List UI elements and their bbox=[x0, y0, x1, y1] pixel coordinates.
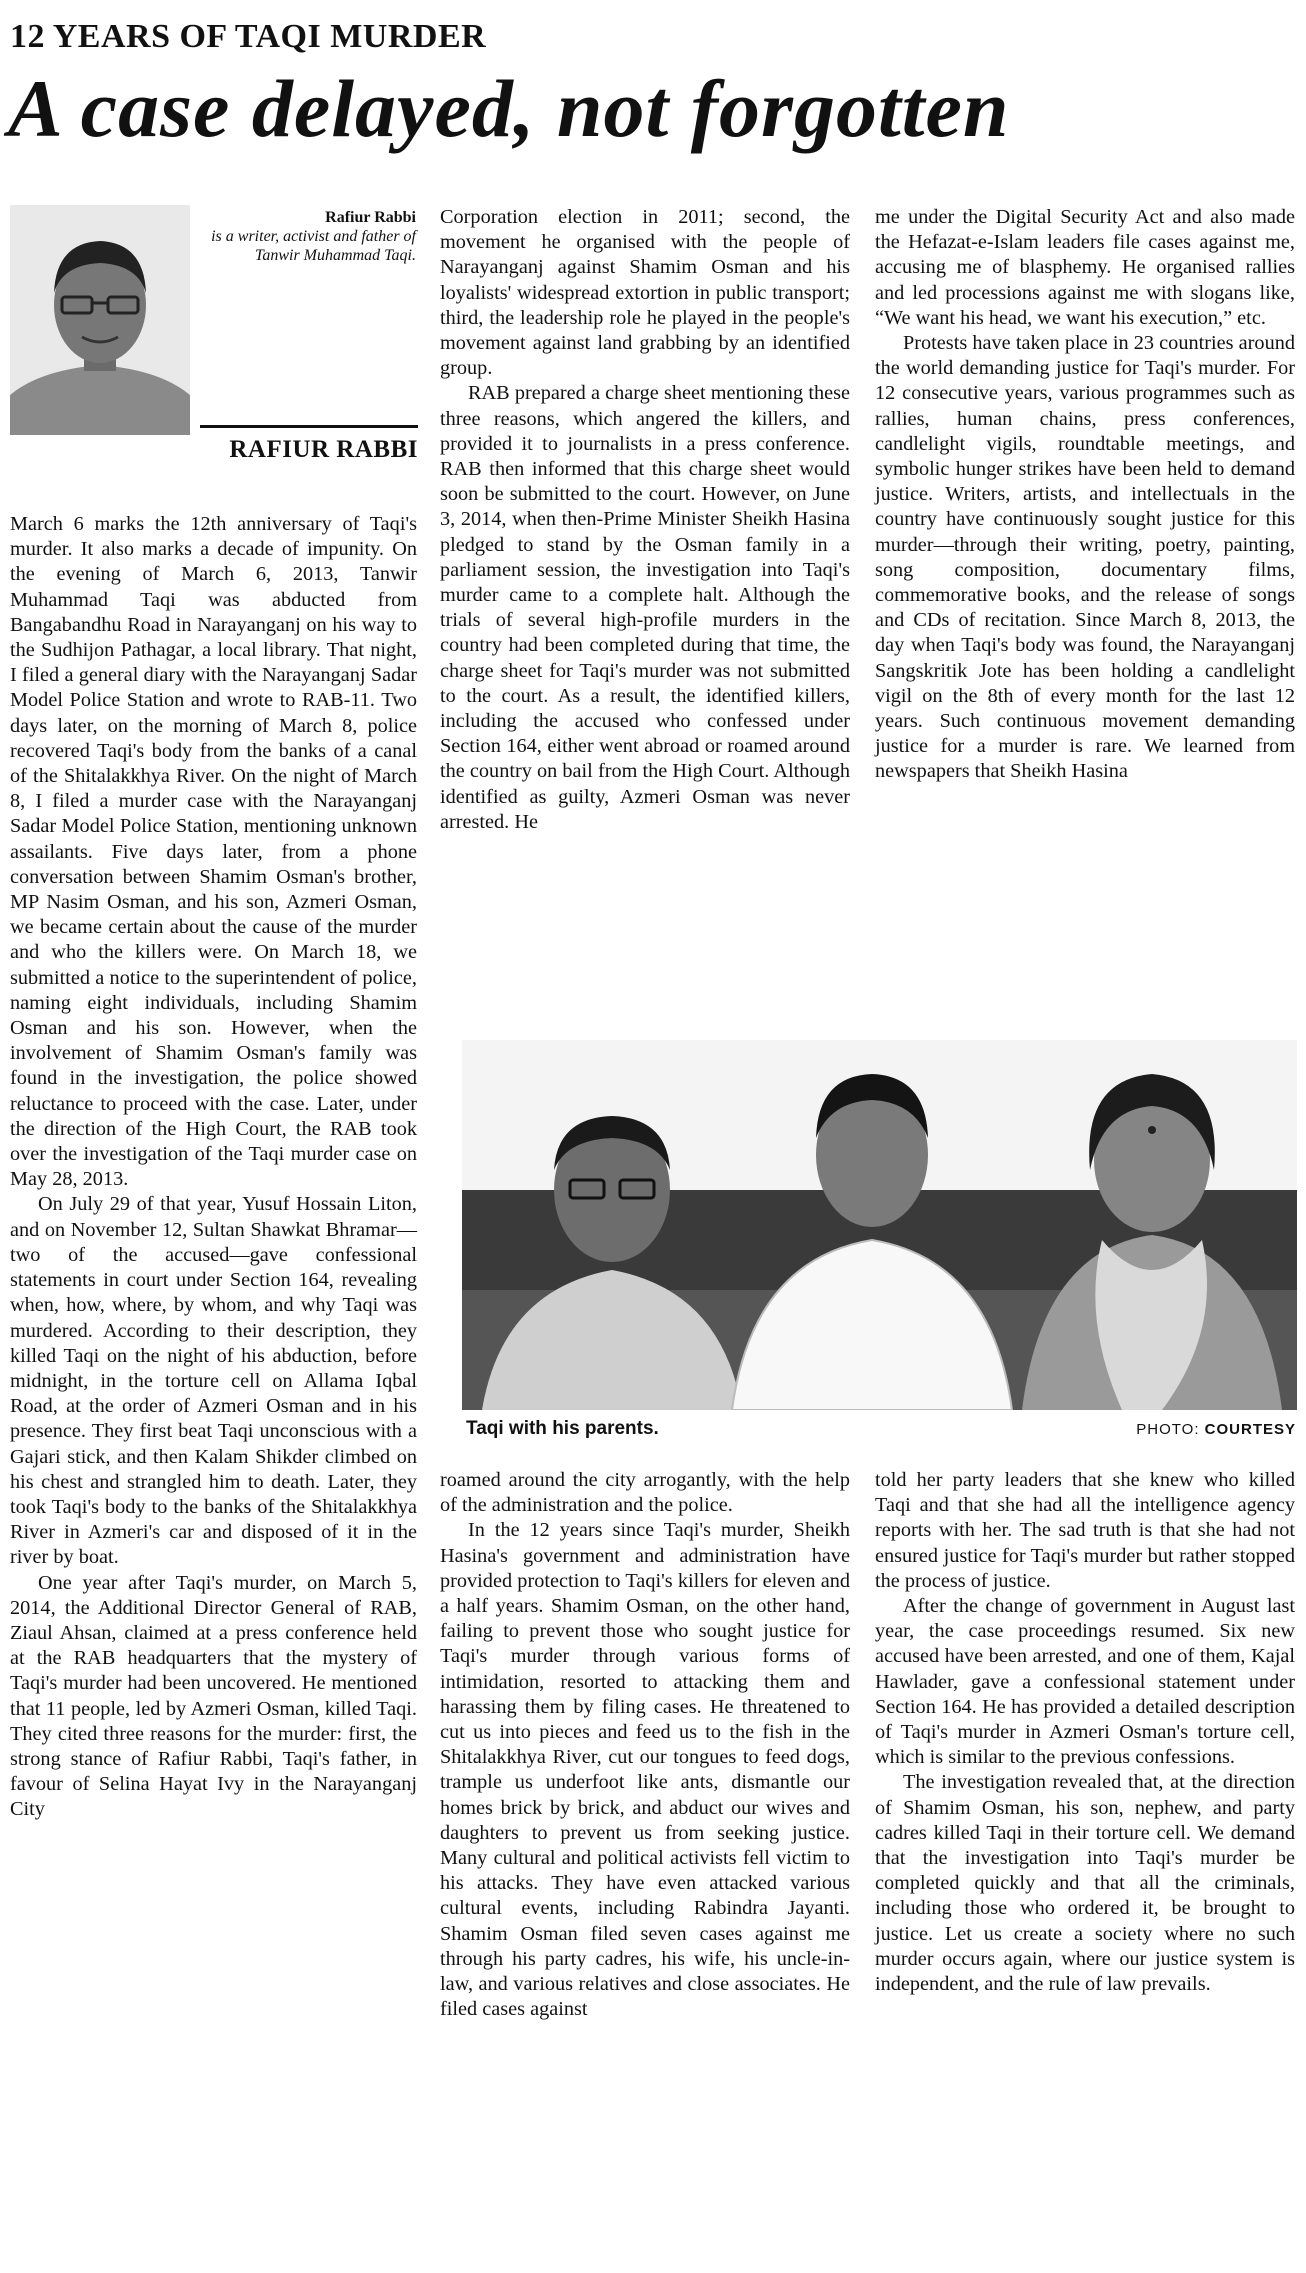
article-kicker: 12 YEARS OF TAQI MURDER bbox=[10, 18, 487, 55]
byline: RAFIUR RABBI bbox=[229, 436, 418, 463]
photo-caption: Taqi with his parents. bbox=[466, 1418, 659, 1439]
article-column-2-top bbox=[440, 205, 850, 835]
photo-credit bbox=[1100, 1421, 1296, 1438]
article-column-3-bottom bbox=[875, 1468, 1295, 1997]
article-headline: A case delayed, not forgotten bbox=[8, 63, 1010, 154]
article-column-1 bbox=[10, 512, 417, 1823]
photo-credit-source: COURTESY bbox=[1204, 1421, 1296, 1438]
article-column-2-bottom bbox=[440, 1468, 850, 2022]
paragraph: After the change of government in August last year, the case proceedings resumed. Six new accused have been arrested, and one of them, Kajal Hawlader, gave a confessional statement under Section 164. He has provided a detailed description of Taqi's murder in Azmeri Osman's torture cell, which is similar to the previous confessions. bbox=[875, 1595, 1295, 1769]
paragraph: One year after Taqi's murder, on March 5, 2014, the Additional Director General of RAB, Ziaul Ahsan, claimed at a press conference held at the RAB headquarters that the mystery of Taqi's murder had been uncovered. He mentioned that 11 people, led by Azmeri Osman, killed Taqi. They cited three reasons for the murder: first, the strong stance of Rafiur Rabbi, Taqi's father, in favour of Selina Hayat Ivy in the Narayanganj City bbox=[10, 1571, 417, 1821]
byline-divider bbox=[200, 425, 418, 428]
paragraph: In the 12 years since Taqi's murder, Sheikh Hasina's government and administration have provided protection to Taqi's killers for eleven and a half years. Shamim Osman, on the other hand, failing to prevent those who sought justice for Taqi's murder through various forms of intimidation, resorted to attacking them and harassing them by filing cases. He threatened to cut us into pieces and feed us to the fish in the Shitalakkhya River, cut our tongues to feed dogs, trample us underfoot like ants, dismantle our homes brick by brick, and abduct our wives and daughters to prevent us from seeking justice. Many cultural and political activists fell victim to his attacks. They have even attacked various cultural events, including Rabindra Jayanti. Shamim Osman filed seven cases against me through his party cadres, his wife, his uncle-in-law, and various relatives and close associates. He filed cases against bbox=[440, 1519, 850, 2021]
paragraph: March 6 marks the 12th anniversary of Taqi's murder. It also marks a decade of impunity. On the evening of March 6, 2013, Tanwir Muhammad Taqi was abducted from Bangabandhu Road in Narayanganj on his way to the Sudhijon Pathagar, a local library. That night, I filed a general diary with the Narayanganj Sadar Model Police Station and wrote to RAB-11. Two days later, on the morning of March 8, police recovered Taqi's body from the banks of a canal of the Shitalakkhya River. On the night of March 8, I filed a murder case with the Narayanganj Sadar Model Police Station, mentioning unknown assailants. Five days later, from a phone conversation between Shamim Osman's brother, MP Nasim Osman, and his son, Azmeri Osman, we became certain about the cause of the murder and who the killers were. On March 18, we submitted a notice to the superintendent of police, naming eight individuals, including Shamim Osman and his son. However, when the involvement of Shamim Osman's family was found in the investigation, the police showed reluctance to proceed with the case. Later, under the direction of the High Court, the RAB took over the investigation of the Taqi murder case on May 28, 2013. bbox=[10, 513, 417, 1191]
paragraph: RAB prepared a charge sheet mentioning these three reasons, which angered the killers, and provided it to journalists in a press conference. RAB then informed that this charge sheet would soon be submitted to the court. However, on June 3, 2014, when then-Prime Minister Sheikh Hasina pledged to stand by the Osman family in a parliament session, the investigation into Taqi's murder came to a complete halt. Although the trials of several high-profile murders in the country had been completed during that time, the charge sheet for Taqi's murder was not submitted to the court. As a result, the identified killers, including the accused who confessed under Section 164, either went abroad or roamed around the country on bail from the High Court. Although identified as guilty, Azmeri Osman was never arrested. He bbox=[440, 382, 850, 833]
paragraph: The investigation revealed that, at the direction of Shamim Osman, his son, nephew, and party cadres killed Taqi in their torture cell. We demand that the investigation into Taqi's murder be completed quickly and that all the criminals, including those who ordered it, be brought to justice. Let us create a society where no such murder occurs again, where our justice system is independent, and the rule of law prevails. bbox=[875, 1771, 1295, 1996]
author-description: is a writer, activist and father of Tanwir Muhammad Taqi. bbox=[211, 228, 416, 264]
author-portrait bbox=[10, 205, 190, 435]
author-info bbox=[200, 208, 416, 265]
author-name: Rafiur Rabbi bbox=[325, 209, 416, 226]
paragraph: On July 29 of that year, Yusuf Hossain Liton, and on November 12, Sultan Shawkat Bhramar—two of the accused—gave confessional statements in court under Section 164, revealing when, how, where, by whom, and why Taqi was murdered. According to their description, they killed Taqi on the night of his abduction, before midnight, in the torture cell on Allama Iqbal Road, at the order of Azmeri Osman and in his presence. They first beat Taqi unconscious with a Gajari stick, and then Kalam Shikder climbed on his chest and strangled him to death. Later, they took Taqi's body to the banks of the Shitalakkhya River in Azmeri's car and disposed of it in the river by boat. bbox=[10, 1193, 417, 1569]
paragraph: roamed around the city arrogantly, with the help of the administration and the police. bbox=[440, 1469, 850, 1517]
paragraph: told her party leaders that she knew who killed Taqi and that she had all the intelligence agency reports with her. The sad truth is that she had not ensured justice for Taqi's murder but rather stopped the process of justice. bbox=[875, 1469, 1295, 1592]
paragraph: me under the Digital Security Act and also made the Hefazat-e-Islam leaders file cases against me, accusing me of blasphemy. He organised rallies and led processions against me with slogans like, “We want his head, we want his execution,” etc. bbox=[875, 206, 1295, 329]
family-photo bbox=[462, 1040, 1297, 1410]
photo-credit-prefix: PHOTO: bbox=[1136, 1421, 1205, 1438]
paragraph: Protests have taken place in 23 countries around the world demanding justice for Taqi's murder. For 12 consecutive years, various programmes such as rallies, human chains, press conferences, candlelight vigils, roundtable meetings, and symbolic hunger strikes have been held to demand justice. Writers, artists, and intellectuals in the country have continuously sought justice for this murder—through their writing, poetry, painting, song composition, documentary films, commemorative books, and the release of songs and CDs of recitation. Since March 8, 2013, the day when Taqi's body was found, the Narayanganj Sangskritik Jote has been holding a candlelight vigil on the 8th of every month for the last 12 years. Such continuous movement demanding justice for a murder is rare. We learned from newspapers that Sheikh Hasina bbox=[875, 332, 1295, 783]
paragraph: Corporation election in 2011; second, the movement he organised with the people of Narayanganj against Shamim Osman and his loyalists' widespread extortion in public transport; third, the leadership role he played in the people's movement against land grabbing by an identified group. bbox=[440, 206, 850, 380]
article-column-3-top bbox=[875, 205, 1295, 785]
